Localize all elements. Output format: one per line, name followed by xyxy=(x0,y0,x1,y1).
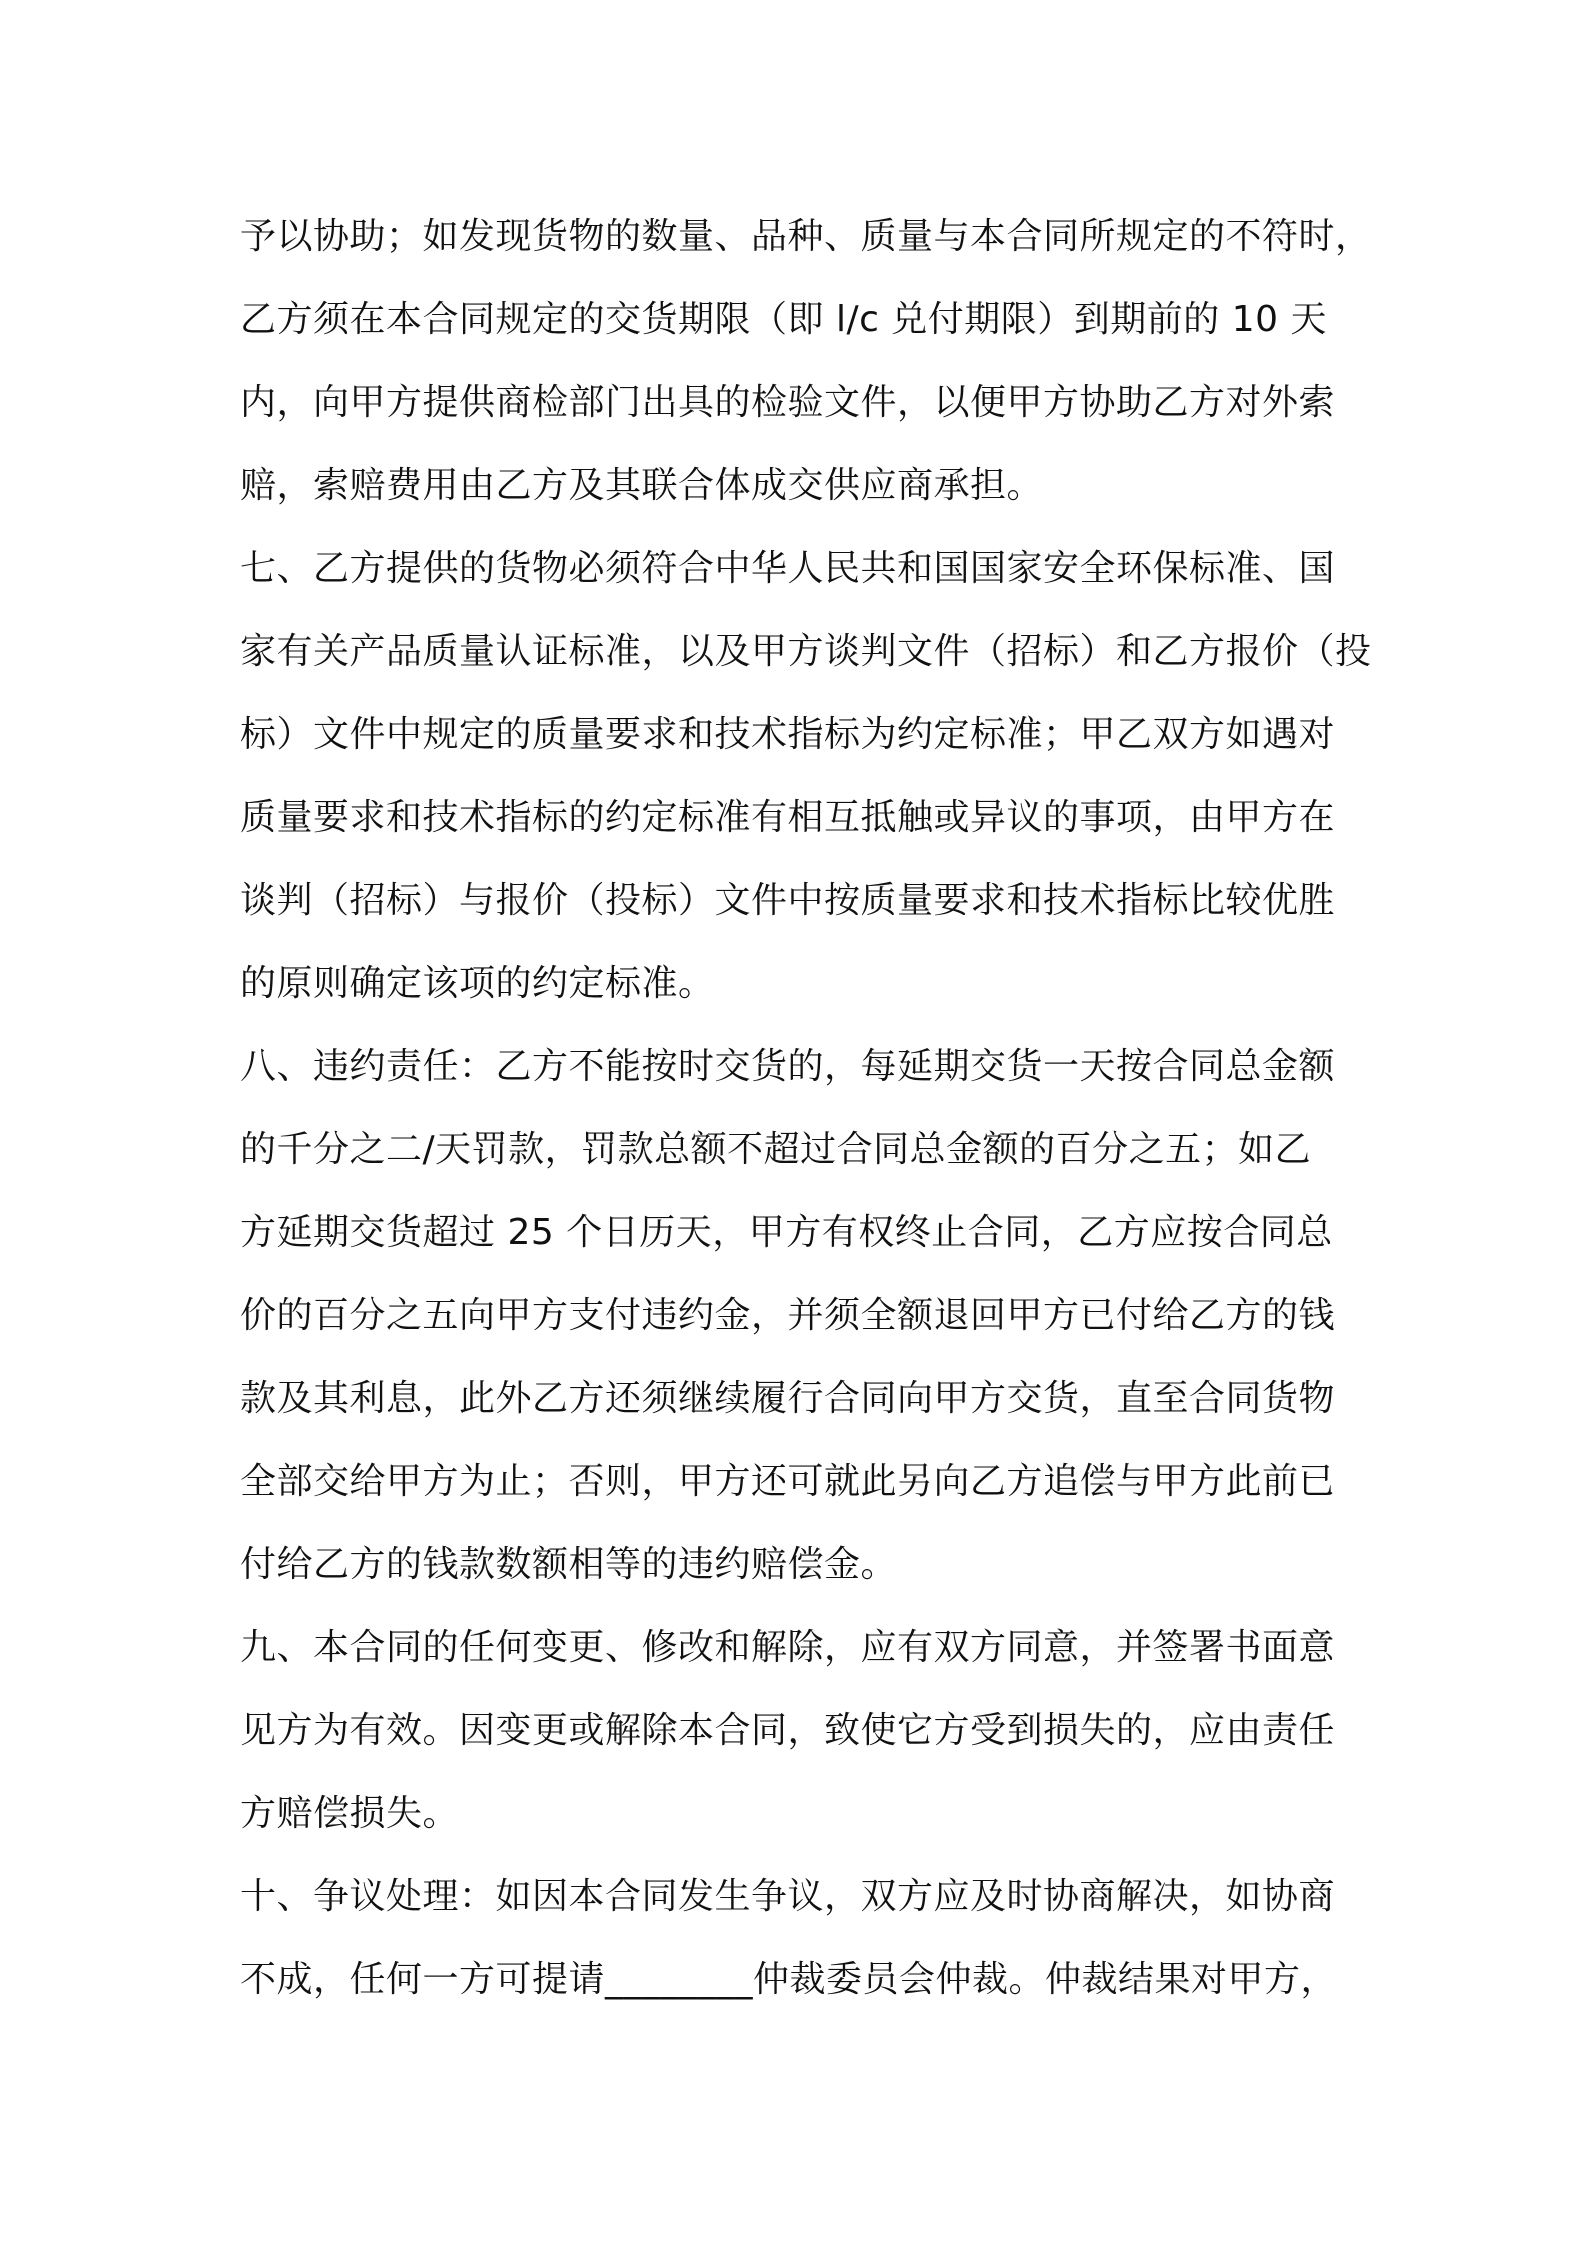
text-line: 方延期交货超过 25 个日历天，甲方有权终止合同，乙方应按合同总 xyxy=(240,1212,1333,1253)
contract-text-body xyxy=(240,195,1372,2021)
text-line: 的千分之二/天罚款，罚款总额不超过合同总金额的百分之五；如乙 xyxy=(240,1129,1312,1170)
text-line: 家有关产品质量认证标准，以及甲方谈判文件（招标）和乙方报价（投 xyxy=(240,631,1372,672)
text-line: 款及其利息，此外乙方还须继续履行合同向甲方交货，直至合同货物 xyxy=(240,1378,1336,1419)
text-line: 质量要求和技术指标的约定标准有相互抵触或异议的事项，由甲方在 xyxy=(240,797,1336,838)
text-line: 的原则确定该项的约定标准。 xyxy=(240,963,715,1004)
text-line: 赔，索赔费用由乙方及其联合体成交供应商承担。 xyxy=(240,465,1044,506)
text-line: 十、争议处理：如因本合同发生争议，双方应及时协商解决，如协商 xyxy=(240,1876,1336,1917)
text-line: 七、乙方提供的货物必须符合中华人民共和国国家安全环保标准、国 xyxy=(240,548,1336,589)
text-line: 标）文件中规定的质量要求和技术指标为约定标准；甲乙双方如遇对 xyxy=(240,714,1336,755)
text-line: 价的百分之五向甲方支付违约金，并须全额退回甲方已付给乙方的钱 xyxy=(240,1295,1336,1336)
text-line: 方赔偿损失。 xyxy=(240,1793,460,1834)
text-line: 不成，任何一方可提请________仲裁委员会仲裁。仲裁结果对甲方， xyxy=(240,1959,1338,2000)
text-line: 予以协助；如发现货物的数量、品种、质量与本合同所规定的不符时， xyxy=(240,216,1372,257)
text-line: 九、本合同的任何变更、修改和解除，应有双方同意，并签署书面意 xyxy=(240,1627,1336,1668)
text-line: 见方为有效。因变更或解除本合同，致使它方受到损失的，应由责任 xyxy=(240,1710,1336,1751)
text-line: 谈判（招标）与报价（投标）文件中按质量要求和技术指标比较优胜 xyxy=(240,880,1336,921)
text-line: 八、违约责任：乙方不能按时交货的，每延期交货一天按合同总金额 xyxy=(240,1046,1336,1087)
text-line: 内，向甲方提供商检部门出具的检验文件，以便甲方协助乙方对外索 xyxy=(240,382,1336,423)
text-line: 全部交给甲方为止；否则，甲方还可就此另向乙方追偿与甲方此前已 xyxy=(240,1461,1336,1502)
text-line: 乙方须在本合同规定的交货期限（即 l/c 兑付期限）到期前的 10 天 xyxy=(240,299,1328,340)
text-line: 付给乙方的钱款数额相等的违约赔偿金。 xyxy=(240,1544,898,1585)
